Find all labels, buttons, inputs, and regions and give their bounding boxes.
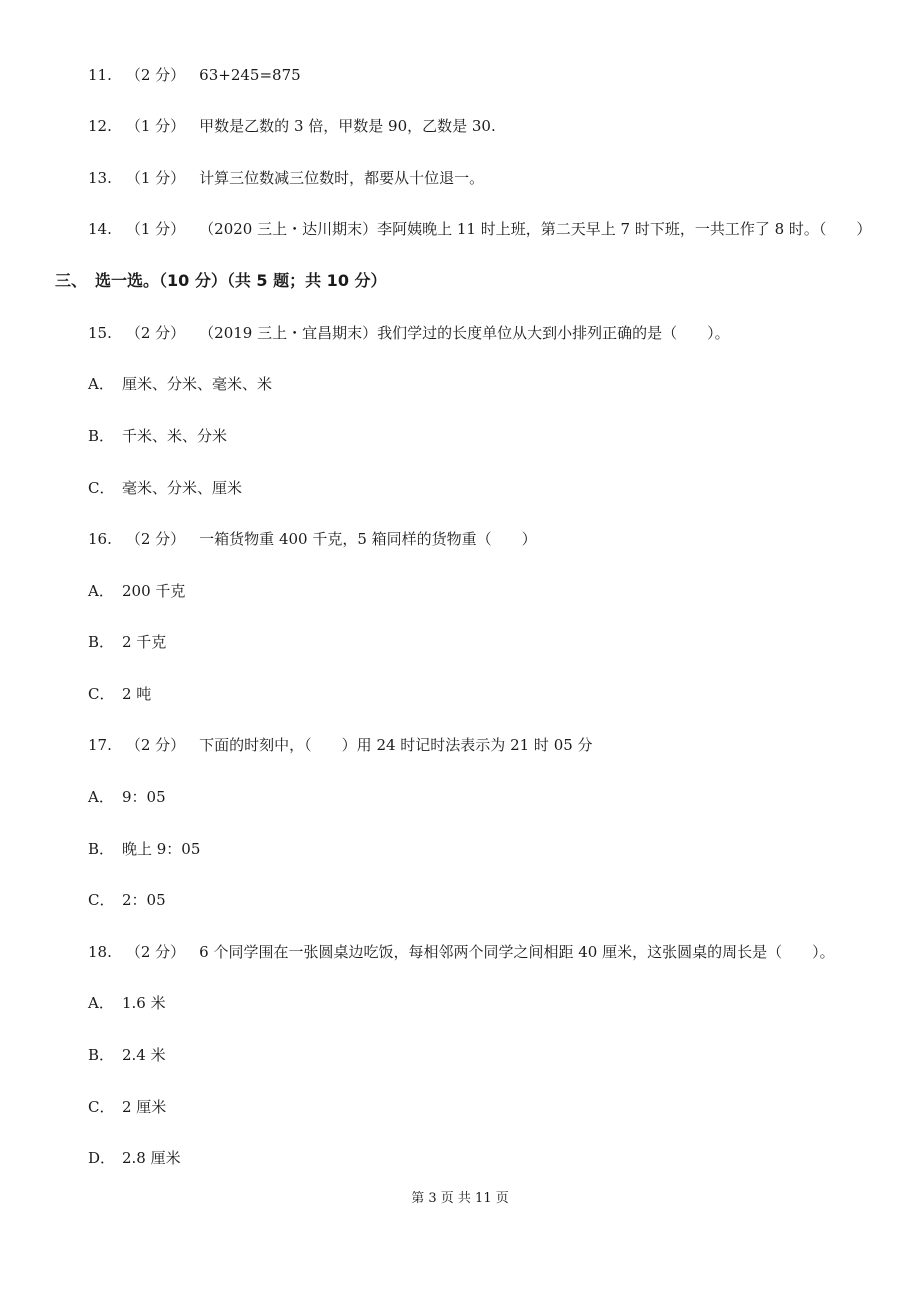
option-18-b[interactable] — [88, 1045, 166, 1065]
option-label: B． — [88, 1046, 115, 1064]
question-text: （2020 三上・达川期末）李阿姨晚上 11 时上班，第二天早上 7 时下班，一共工作了 8 时。（ ） — [199, 220, 872, 238]
option-17-c[interactable] — [88, 890, 166, 910]
question-text: 63+245=875 — [199, 66, 301, 84]
option-17-b[interactable] — [88, 839, 200, 859]
option-text: 1.6 米 — [122, 994, 166, 1012]
question-score: （1 分） — [125, 220, 186, 238]
question-number: 17. — [88, 736, 112, 754]
option-16-a[interactable] — [88, 581, 185, 601]
question-14 — [88, 219, 871, 239]
option-text: 2：05 — [122, 891, 166, 909]
option-text: 9：05 — [122, 788, 166, 806]
option-label: C． — [88, 685, 115, 703]
option-label: C． — [88, 1098, 115, 1116]
question-13 — [88, 168, 484, 188]
option-15-c[interactable] — [88, 478, 242, 498]
option-17-a[interactable] — [88, 787, 166, 807]
option-18-d[interactable] — [88, 1148, 181, 1168]
question-number: 12. — [88, 117, 112, 135]
question-score: （1 分） — [125, 117, 186, 135]
option-text: 2.8 厘米 — [122, 1149, 181, 1167]
question-12 — [88, 116, 496, 136]
question-score: （2 分） — [125, 66, 186, 84]
option-text: 2 吨 — [122, 685, 152, 703]
option-18-a[interactable] — [88, 993, 166, 1013]
option-text: 2.4 米 — [122, 1046, 166, 1064]
question-number: 11. — [88, 66, 112, 84]
question-text: 甲数是乙数的 3 倍，甲数是 90，乙数是 30. — [199, 117, 496, 135]
question-text: （2019 三上・宜昌期末）我们学过的长度单位从大到小排列正确的是（ ）。 — [199, 324, 730, 342]
question-number: 16. — [88, 530, 112, 548]
option-16-b[interactable] — [88, 632, 166, 652]
option-label: B． — [88, 840, 115, 858]
question-16 — [88, 529, 537, 549]
question-15 — [88, 323, 730, 343]
option-label: A． — [88, 788, 114, 806]
question-number: 18. — [88, 943, 112, 961]
option-label: A． — [88, 994, 114, 1012]
question-18 — [88, 942, 835, 962]
question-score: （2 分） — [125, 530, 186, 548]
option-label: A． — [88, 582, 114, 600]
question-number: 14. — [88, 220, 112, 238]
option-label: B． — [88, 633, 115, 651]
page-footer: 第 3 页 共 11 页 — [411, 1191, 509, 1206]
option-text: 毫米、分米、厘米 — [122, 479, 243, 497]
option-text: 2 厘米 — [122, 1098, 167, 1116]
option-label: C． — [88, 891, 115, 909]
section-heading-3: 三、 选一选。（10 分）（共 5 题；共 10 分） — [55, 271, 387, 290]
option-18-c[interactable] — [88, 1097, 166, 1117]
question-score: （1 分） — [125, 169, 186, 187]
option-text: 200 千克 — [122, 582, 186, 600]
question-text: 一箱货物重 400 千克，5 箱同样的货物重（ ） — [199, 530, 537, 548]
option-15-b[interactable] — [88, 426, 227, 446]
option-text: 2 千克 — [122, 633, 167, 651]
question-text: 下面的时刻中，（ ）用 24 时记时法表示为 21 时 05 分 — [199, 736, 593, 754]
question-score: （2 分） — [125, 324, 186, 342]
option-label: A． — [88, 375, 114, 393]
option-text: 厘米、分米、毫米、米 — [122, 375, 273, 393]
option-text: 晚上 9：05 — [122, 840, 201, 858]
question-text: 计算三位数减三位数时，都要从十位退一。 — [199, 169, 485, 187]
option-text: 千米、米、分米 — [122, 427, 228, 445]
question-score: （2 分） — [125, 736, 186, 754]
option-16-c[interactable] — [88, 684, 151, 704]
option-label: C． — [88, 479, 115, 497]
question-number: 15. — [88, 324, 112, 342]
question-score: （2 分） — [125, 943, 186, 961]
option-label: B． — [88, 427, 115, 445]
question-number: 13. — [88, 169, 112, 187]
option-label: D． — [88, 1149, 116, 1167]
question-17 — [88, 735, 593, 755]
question-11 — [88, 65, 301, 85]
question-text: 6 个同学围在一张圆桌边吃饭，每相邻两个同学之间相距 40 厘米，这张圆桌的周长是（ ）。 — [199, 943, 835, 961]
option-15-a[interactable] — [88, 374, 272, 394]
